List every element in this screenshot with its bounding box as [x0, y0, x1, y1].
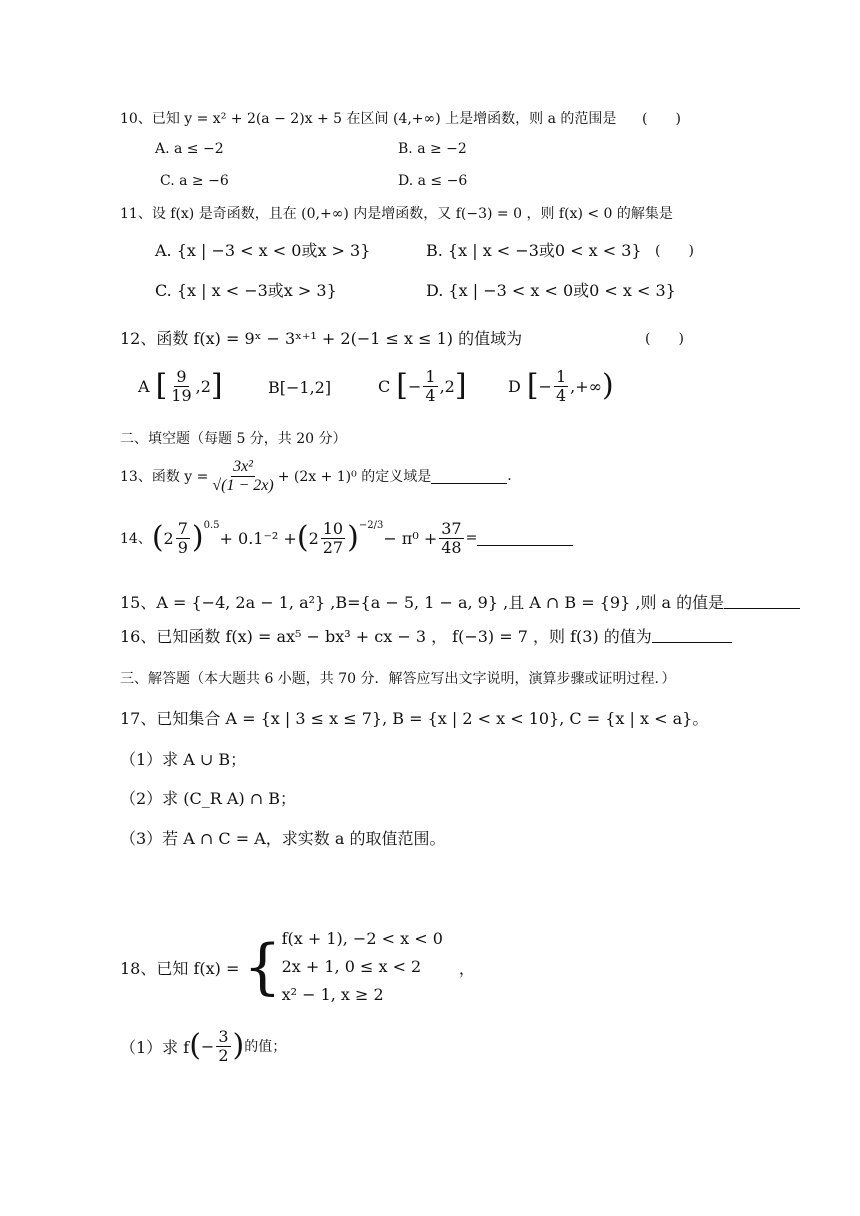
- q11-stem: 11、设 f(x) 是奇函数，且在 (0,+∞) 内是增函数，又 f(−3) = 0 ，则 f(x) < 0 的解集是: [120, 206, 673, 222]
- q11-option-c: C. {x | x < −3或x > 3}: [155, 281, 337, 300]
- q11-option-a: A. {x | −3 < x < 0或x > 3}: [155, 241, 371, 260]
- q18-case-2: 2x + 1, 0 ≤ x < 2: [281, 957, 422, 976]
- q10-option-c: C. a ≥ −6: [160, 173, 229, 189]
- q17-stem: 17、已知集合 A = {x | 3 ≤ x ≤ 7}, B = {x | 2 < x < 10}, C = {x | x < a}。: [120, 709, 709, 728]
- q18-case-1: f(x + 1), −2 < x < 0: [281, 929, 443, 948]
- q13-answer-blank[interactable]: [431, 469, 507, 484]
- q10-option-a: A. a ≤ −2: [155, 141, 224, 157]
- q12-stem: 12、函数 f(x) = 9ˣ − 3ˣ⁺¹ + 2(−1 ≤ x ≤ 1) 的值域为: [120, 329, 523, 348]
- q15: 15、A = {−4, 2a − 1, a²} ,B={a − 5, 1 − a, 9} ,且 A ∩ B = {9} ,则 a 的值是: [120, 590, 800, 613]
- q12-option-a: A [ $\frac{9}{19}$ ,2 ]: [138, 367, 223, 405]
- q11-option-d: D. {x | −3 < x < 0或0 < x < 3}: [426, 281, 676, 300]
- q15-answer-blank[interactable]: [724, 594, 800, 609]
- q12-option-c: C [ − $\frac{1}{4}$ ,2 ]: [378, 367, 467, 405]
- q18-part1: （1）求 f ( − $\frac{3}{2}$ ) 的值；: [120, 1027, 287, 1065]
- q12-option-d: D [ − $\frac{1}{4}$ ,+∞ ): [508, 367, 614, 405]
- q11-option-b: B. {x | x < −3或0 < x < 3}: [426, 241, 642, 260]
- q10-stem: 10、已知 y = x² + 2(a − 2)x + 5 在区间 (4,+∞) 上是增函数，则 a 的范围是: [120, 111, 617, 127]
- q12-option-b: B [−1,2]: [268, 378, 332, 397]
- q16-answer-blank[interactable]: [652, 628, 732, 643]
- q12-answer-paren: ( ): [645, 331, 684, 347]
- q14: 14、 ( 2 $\frac{7}{9}$ ) $^{0.5}$ + 0.1⁻² + ( 2 $\frac{10}{27}$ ) $^{-2/3}$ − π⁰ + $\frac{37}{48}$ =: [120, 520, 573, 556]
- q18-stem: 18、已知 f(x) = { f(x + 1), −2 < x < 0 2x + 1, 0 ≤ x < 2 x² − 1, x ≥ 2 ，: [120, 925, 475, 1009]
- q10-option-d: D. a ≤ −6: [398, 173, 468, 189]
- q10-option-b: B. a ≥ −2: [398, 141, 467, 157]
- q10-answer-paren: ( ): [642, 111, 681, 127]
- q18-case-3: x² − 1, x ≥ 2: [281, 985, 384, 1004]
- q13: 13、函数 y = $\frac{\text{3x²}}{√(1 - 2x)}$ + (2x + 1)⁰ 的定义域是 .: [120, 458, 512, 494]
- q16: 16、已知函数 f(x) = ax⁵ − bx³ + cx − 3 ， f(−3) = 7 ，则 f(3) 的值为: [120, 624, 732, 647]
- q11-answer-paren: ( ): [655, 243, 694, 259]
- q17-part1: （1）求 A ∪ B；: [120, 750, 247, 769]
- q17-part2: （2）求 (C_R A) ∩ B；: [120, 789, 297, 808]
- q17-part3: （3）若 A ∩ C = A，求实数 a 的取值范围。: [120, 829, 446, 848]
- q14-answer-blank[interactable]: [477, 531, 573, 546]
- section-fill-in-heading: 二、填空题（每题 5 分，共 20 分）: [120, 431, 347, 447]
- section-answer-heading: 三、解答题（本大题共 6 小题，共 70 分．解答应写出文字说明，演算步骤或证明过程．）: [120, 671, 676, 687]
